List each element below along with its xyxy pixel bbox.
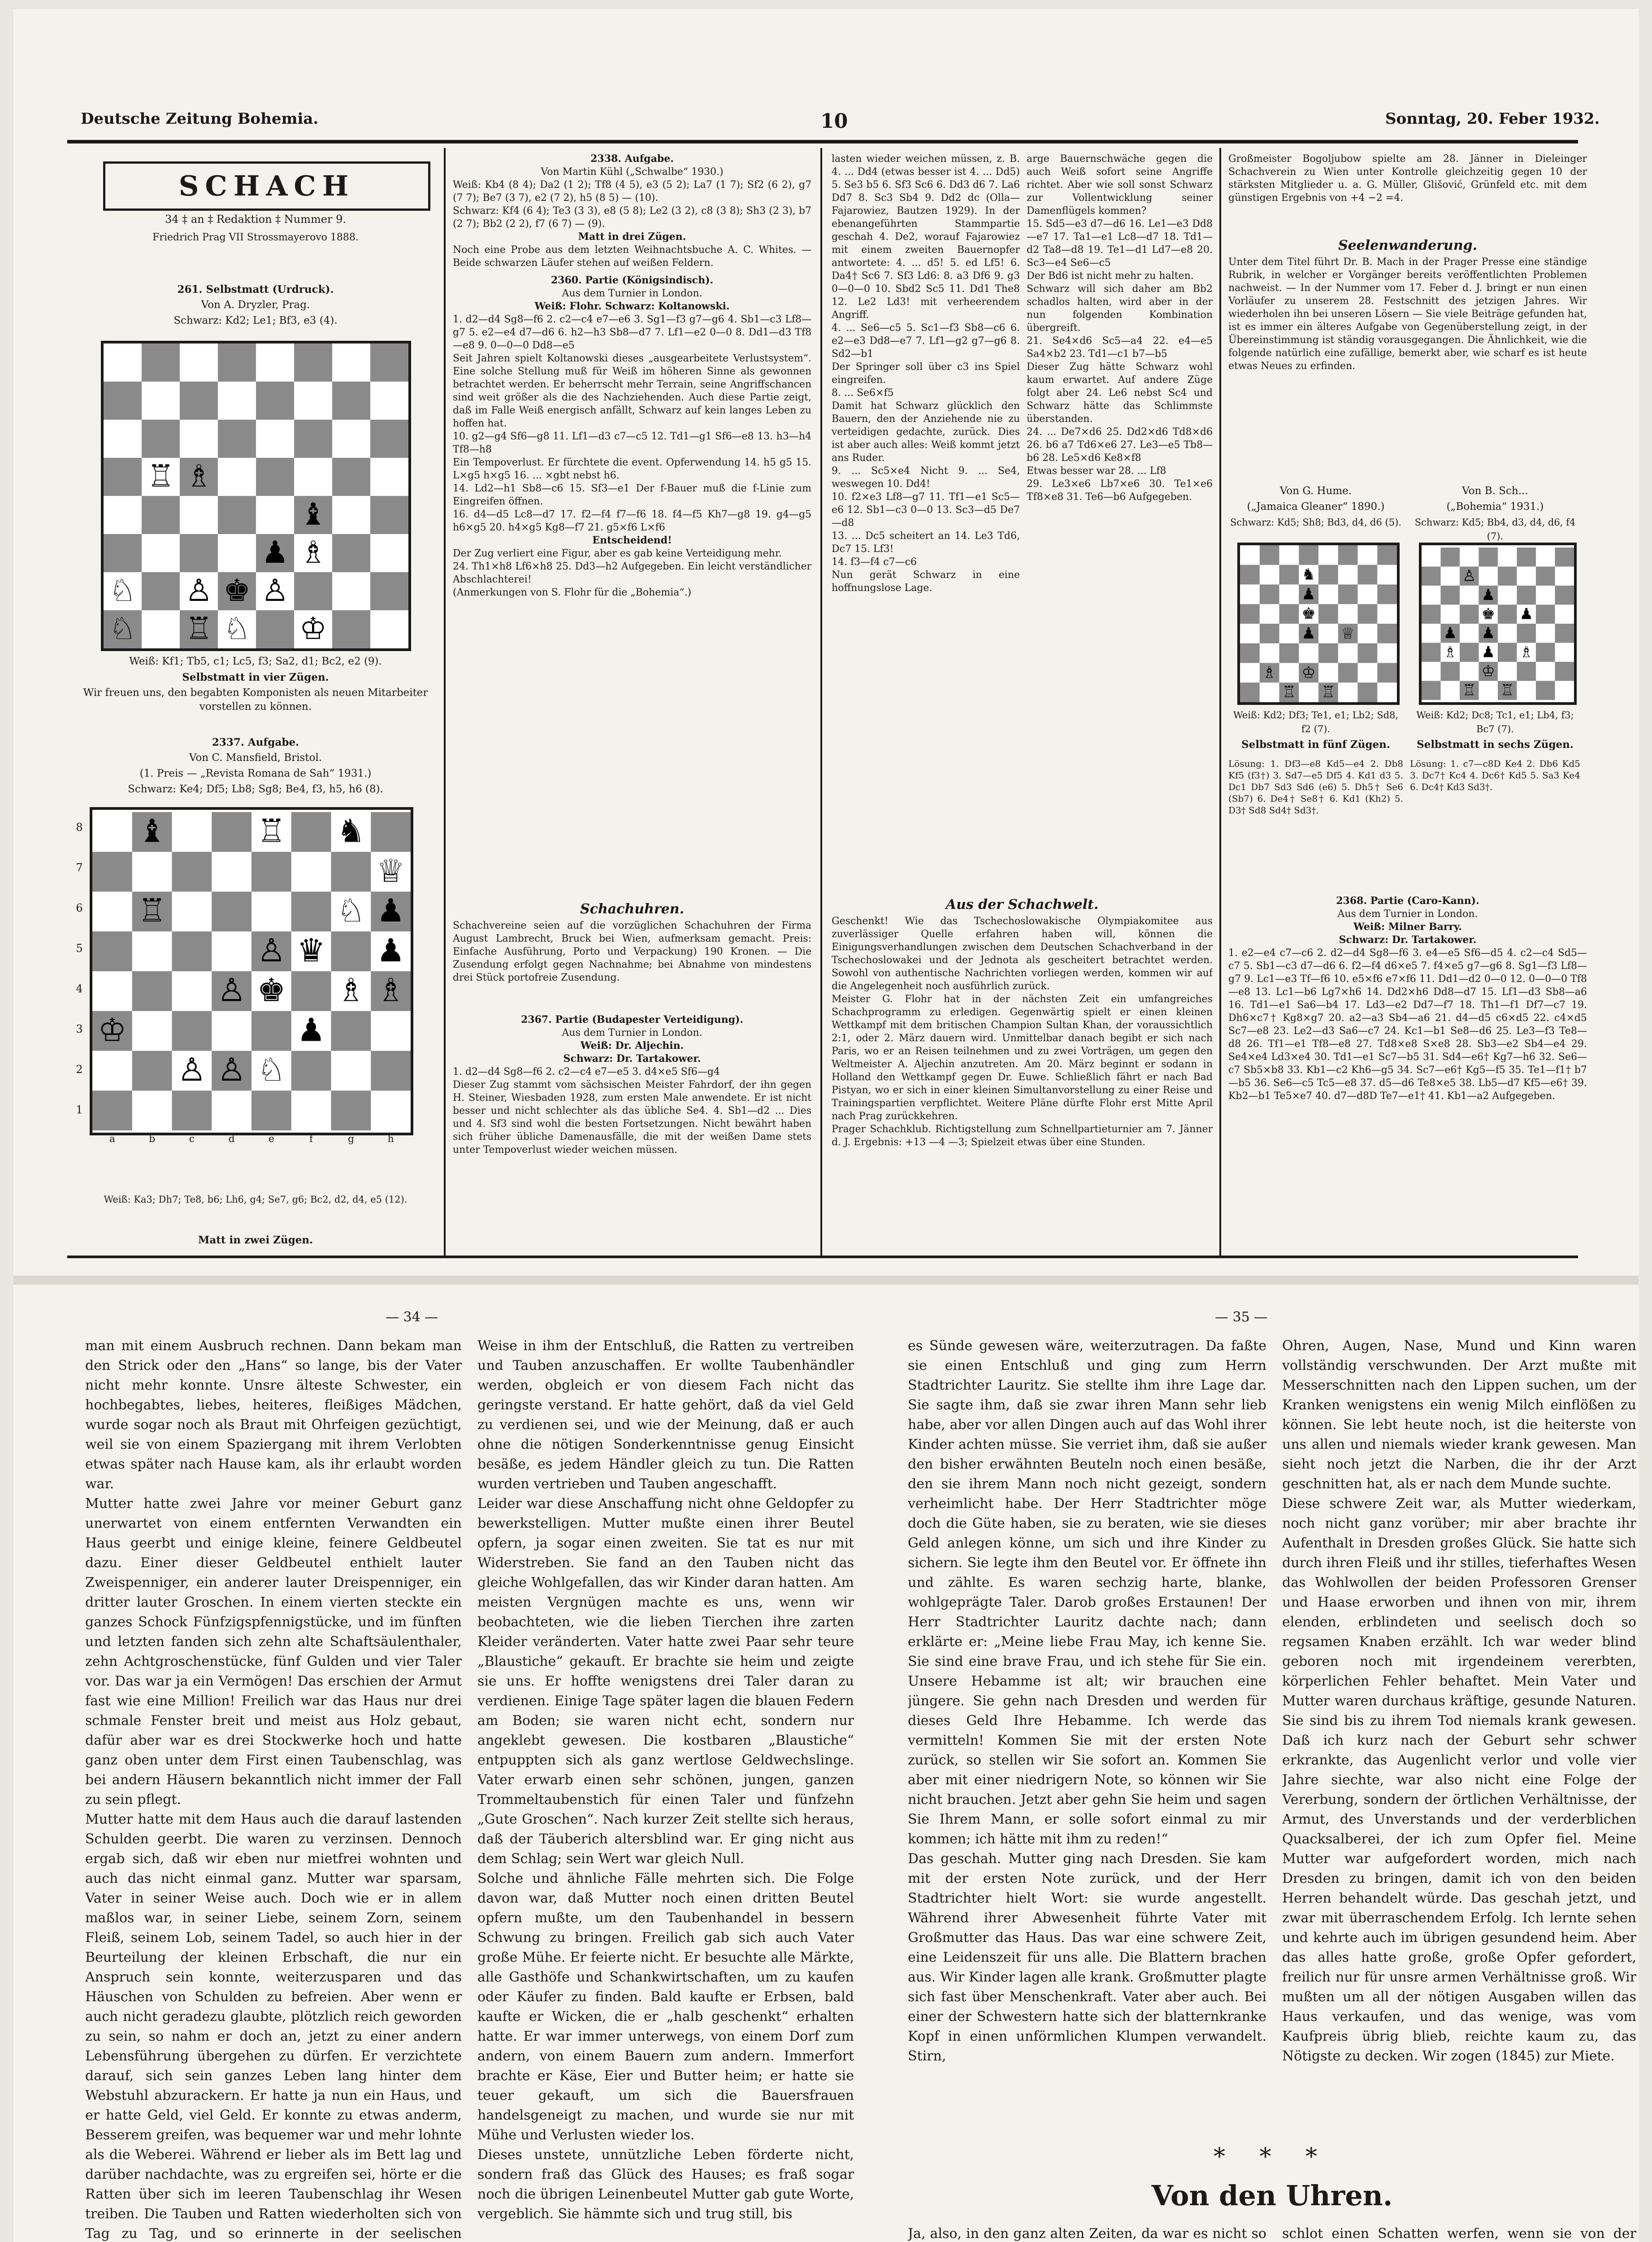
svg-text:♘ (109, 573, 136, 608)
problem-author: Von B. Sch... (1462, 485, 1528, 497)
svg-text:♟ (1301, 625, 1315, 643)
chess-column-3 (832, 152, 1020, 888)
masthead-date: Sonntag, 20. Feber 1932. (1385, 110, 1600, 128)
seelenwanderung-section (1228, 235, 1587, 469)
svg-text:♚ (257, 972, 286, 1009)
svg-text:♔ (1482, 662, 1495, 680)
chess-info-line: 34 ‡ an ‡ Redaktion ‡ Nummer 9. (165, 213, 346, 226)
rank-label: 5 (76, 942, 83, 955)
svg-text:♗ (337, 972, 365, 1009)
svg-text:♗ (299, 535, 327, 570)
file-label: c (189, 1134, 195, 1145)
game-annotation: Etwas besser war 28. ... Lf8 (1027, 465, 1166, 477)
svg-text:♗ (1520, 643, 1533, 661)
game-annotation: Seit Jahren spielt Koltanowski dieses „ausgearbeitete Verlustsystem“. Eine solche Stellung muß für Weiß im höheren Sinne als gewonnen betrachtet werden. Er beherrscht mehr Terrain, seine Angriffschancen sind weit größer als die des Nachziehenden. Auch diese Partie zeigt, daß im Falle Weiß energisch anfällt, Schwarz auf kein langes Leben zu hoffen hat. (453, 353, 811, 429)
page-number: 10 (820, 110, 848, 133)
game-white: Weiß: Milner Barry. (1353, 921, 1462, 933)
section-text: Unter dem Titel führt Dr. B. Mach in der Prager Presse eine ständige Rubrik, in welcher er Vorgänger bereits veröffentlichten Problemen nachweist. — In der Nummer vom 17. Feber d. J. bringt er nun einen Vorläufer zu unserem 28. Festschnitt des jetzigen Jahres. Wir wiederholen ihn bei unseren Lösern — Sie viele Beiträge gefunden hat, ist es immer ein älteres Aufgabe von Gegenüberstellung zeigt, in der Übereinstimmung ist ständig vorausgegangen. Die Ähnlichkeit, wie die folgende natürlich eine zufällige, bemerkt aber, wie scharf es ist heute etwas Neues zu erfinden. (1228, 256, 1587, 372)
section-title: Schachuhren. (580, 901, 685, 917)
story-column-2: Weise in ihm der Entschluß, die Ratten zu vertreiben und Tauben anzuschaffen. Er wollte Taubenhändler werden, obgleich er von diesem Fach nicht das geringste verstand. Er hatte gehört, daß da viel Geld zu verdienen sei, und wie der Meinung, daß er auch ohne die nötigen Sonderkenntnisse genug Einsicht besäße, es jedem Händler gleich zu tun. Die Ratten wurden vertrieben und Tauben angeschafft. Leider war diese Anschaffung nicht ohne Geldopfer zu bewerkstelligen. Mutter mußte einen ihrer Beutel opfern, ja sogar einen zweiten. Sie tat es nur mit Widerstreben. Sie fand an den Tauben nicht das gleiche Wohlgefallen, das wir Kinder daran hatten. Am meisten Vergnügen machte es uns, wenn wir beobachteten, wie die lieben Tierchen ihre zarten Kleider veränderten. Vater hatte zwei Paar sehr teure „Blaustiche“ gekauft. Er brachte sie heim und zeigte sie uns. Er hoffte wenigstens drei Taler daran zu verdienen. Einige Tage später lagen die blauen Federn am Boden; sie waren nicht echt, sondern nur angeklebt gewesen. Die kostbaren „Blaustiche“ entpuppten sich als ganz wertlose Geldwechslinge. Vater erwarb einen sehr schönen, jungen, ganzen Trommeltaubenstich für einen Taler und fünfzehn „Gute Groschen“. Nach kurzer Zeit stellte sich heraus, daß der Täuberich altersblind war. Er ging nicht aus dem Schlag; sein Wert war gleich Null. Solche und ähnliche Fälle mehrten sich. Die Folge davon war, daß Mutter noch einen dritten Beutel opfern mußte, um den Taubenhandel in bessern Schwung zu bringen. Freilich gab sich auch Vater große Mühe. Er feierte nicht. Er besuchte alle Märkte, alle Gasthöfe und Schankwirtschaften, um zu kaufen oder Käufer zu finden. Bald kaufte er Erbsen, bald kaufte er Wicken, die er „halb geschenkt“ erhalten hatte. Er war immer unterwegs, von einem Dorf zum andern, von einem Bauern zum andern. Immerfort brachte er Käse, Eier und Butter heim; er hatte sie teuer gekauft, um sich die Bauersfrauen handelsgeneigt zu machen, und wurde sie nur mit Mühe und Verlusten wieder los. Dieses unstete, unnützliche Leben förderte nicht, sondern fraß das Glück des Hauses; es fraß sogar noch die übrigen Leinenbeutel Mutter gab gute Worte, vergeblich. Sie hämmte sich und trug still, bis (477, 1338, 854, 2222)
problem-author: Von Martin Kühl („Schwalbe“ 1930.) (541, 166, 724, 178)
file-label: b (149, 1134, 156, 1145)
svg-text:♙ (257, 932, 286, 969)
svg-text:♕ (1341, 625, 1355, 643)
column-divider (820, 148, 822, 1256)
problem-white-pieces: Weiß: Kf1; Tb5, c1; Lc5, f3; Sa2, d1; Bc2, e2 (9). (129, 656, 382, 667)
section-paragraph: Meister G. Flohr hat in der nächsten Zeit ein umfangreiches Schachprogramm zu erledigen. Gegenwärtig spielt er einen kleinen Wettkampf mit dem britischen Champion Sultan Khan, der voraussichtlich 2:1, oder 2. März dauern wird. Unmittelbar danach begibt er sich nach Paris, wo er an Reisen teilnehmen und zu zwei Vorträgen, um gegen den Weltmeister A. Aljechin anzutreten. Am 20. März beginnt er sodann in Holland den Wettkampf gegen Dr. Euwe. Schließlich fährt er nach Bad Pistyan, wo er sich in einer kleinen Simultanvorstellung zu einer Reise und Trainingspartien verpflichtet. Weitere Pläne dürfte Flohr erst Mitte April nach Prag zurückkehren. (832, 994, 1213, 1122)
problem-white-pieces: Weiß: Kd2; Df3; Te1, e1; Lb2; Sd8, f2 (7). (1233, 710, 1399, 734)
svg-text:♟ (1482, 643, 1495, 661)
partie-2367 (453, 1013, 811, 1251)
problem-black-pieces: Schwarz: Kd5; Sh8; Bd3, d4, d6 (5). (1230, 517, 1401, 528)
game-annotation: lasten wieder weichen müssen, z. B. 4. ... Dd4 (etwas besser ist 4. ... Dd5) 5. Se3 b5 6. Sf3 Sc6 6. Dd3 d6 7. La6 Dd7 8. Sc3 Sb4 9. Dd2 dc (Olla—Fajarowiez, Bautzen 1929). In der ebenangeführten Stammpartie geschah 4. De2, worauf Fajarowiez mit einem zweiten Bauernopfer antwortete: 4. ... d5! 5. ed Lf5! 6. Da4† Sc6 7. Sf3 Ld6: 8. a3 Df6 9. g3 0—0—0 10. Sbd2 Sc5 11. Dd1 The8 12. Le2 Ld3! mit verheerendem Angriff. (832, 153, 1020, 321)
header-rule (67, 140, 1578, 143)
game-moves: 1. e2—e4 c7—c6 2. d2—d4 Sg8—f6 3. e4—e5 Sf6—d5 4. c2—c4 Sd5—c7 5. Sb1—c3 d7—d6 6. f2—f4 d6×e5 7. f4×e5 g7—g6 8. Sg1—f3 Lf8—g7 9. Lc1—e3 Tf—f6 10. e5×f6 e7×f6 11. Dd1—d2 0—0 12. 0—0—0 Tf8—e8 13. Lc1—b6 Lg7×h6 14. Dd2×h6 Dd8—d7 15. Lf1—d3 Sb8—a6 16. Td1—e1 Sa6—b4 17. Ld3—e2 Dd7—f7 18. Th1—f1 Df7—c7 19. Dh6×c7† Kg8×g7 20. a2—a3 Sb4—a6 21. d4—d5 c6×d5 22. c4×d5 Sc7—e8 23. Le2—d3 Sa6—c7 24. Kc1—b1 Se8—d6 25. Le3—f3 Te8—d8 26. Tf1—e1 Tf8—e8 27. Td8×e8 S×e8 28. Sb3—e2 Sb4—e4 29. Se4×e4 Ld3×e4 30. Td1—e1 Sc7—b5 31. Sd4—e6† Kg7—h6 32. Se6—c7 Sb5×b8 33. Kb1—c2 Kh6—g5 34. Sc7—e6† Kg5—f5 35. Te1—f1† b7—b5 36. Se6—c5 Tc5—e8 37. d5—d6 Te8×e5 38. Lb5—d7 Kf5—e6† 39. Kb2—b1 Te5×e7 40. d7—d8D Te7—e1† 41. Kb1—a2 Aufgegeben. (1228, 947, 1587, 1102)
problem-note: Wir freuen uns, den begabten Komponisten als neuen Mitarbeiter vorstellen zu können. (83, 687, 428, 713)
problem-black-pieces: Schwarz: Ke4; Df5; Lb8; Sg8; Be4, f3, h5, h6 (8). (128, 783, 383, 795)
game-moves: 8. ... Se6×f5 (832, 387, 894, 399)
problem-stipulation: Matt in zwei Zügen. (198, 1234, 313, 1246)
rank-label: 2 (76, 1063, 83, 1076)
game-moves: 10. g2—g4 Sf6—g8 11. Lf1—d3 c7—c5 12. Td1—g1 Sf6—e8 13. h3—h4 Tf8—h8 (453, 431, 811, 455)
game-title: 2367. Partie (Budapester Verteidigung). (520, 1014, 744, 1025)
svg-text:♙ (185, 573, 212, 608)
rank-label: 6 (76, 902, 83, 914)
svg-text:♟ (261, 535, 289, 570)
svg-text:♘ (223, 611, 251, 647)
newspaper-page (13, 9, 1639, 2242)
svg-text:♖ (1500, 681, 1514, 699)
problem-source: („Jamaica Gleaner“ 1890.) (1247, 501, 1385, 513)
game-annotation: Dieser Zug stammt vom sächsischen Meister Fahrdorf, der ihn gegen H. Steiner, Wiesbaden 1928, zum ersten Male anwendete. Er ist nicht besser und nicht schlechter als das übliche Se4. 4. Sb1—d2 ... Dies und 4. Sf3 sind wohl die besten Fortsetzungen. Nicht bewährt haben sich früher übliche Damenausfälle, die mit der weißen Dame stets unter Tempoverlust wieder weichen müssen. (453, 1079, 811, 1156)
game-moves: 9. ... Sc5×e4 Nicht 9. ... Se4, weswegen 10. Dd4! (832, 465, 1020, 490)
problem-note: Noch eine Probe aus dem letzten Weihnachtsbuche A. C. Whites. — Beide schwarzen Läufer stehen auf weißen Feldern. (453, 244, 811, 269)
chess-address-line: Friedrich Prag VII Strossmayerovo 1888. (152, 232, 359, 243)
problem-source: („Bohemia“ 1931.) (1446, 501, 1544, 513)
svg-text:♔ (98, 1011, 127, 1048)
game-annotation: 13. ... Dc5 scheitert an 14. Le3 Td6, Dc7 15. Lf3! (832, 530, 1020, 555)
problem-black-pieces: Schwarz: Kd2; Le1; Bf3, e3 (4). (173, 315, 338, 326)
svg-text:♟ (1301, 585, 1315, 603)
svg-text:♖ (1462, 681, 1476, 699)
svg-text:♙ (178, 1051, 206, 1088)
svg-text:♛ (297, 932, 325, 969)
game-moves: 1. d2—d4 Sg8—f6 2. c2—c4 e7—e6 3. Sg1—f3 g7—g6 4. Sb1—c3 Lf8—g7 5. e2—e4 d7—d6 6. h2—h3 Sb8—d7 7. Lf1—e2 0—0 8. Dd1—d3 Tf8—e8 9. 0—0—0 Dd8—e5 (453, 314, 811, 351)
svg-text:♖ (185, 611, 212, 647)
game-event: Aus dem Turnier in London. (562, 288, 702, 299)
svg-text:♗ (1262, 664, 1276, 682)
svg-text:♗ (1444, 643, 1457, 661)
svg-text:♚ (1482, 605, 1495, 623)
rank-label: 4 (76, 982, 83, 995)
problem-black-pieces: Schwarz: Kf4 (6 4); Te3 (3 3), e8 (5 8); Le2 (3 2), c8 (3 8); Sh3 (2 3), b7 (2 7); Bb2 (2 2), f7 (6 7) — (9). (453, 205, 811, 230)
schach-banner: SCHACH (103, 161, 430, 211)
problem-black-pieces: Schwarz: Kd5; Bb4, d3, d4, d6, f4 (7). (1414, 517, 1576, 542)
rank-label: 1 (76, 1104, 83, 1116)
uhren-title: Von den Uhren. (1151, 2179, 1393, 2212)
rank-label: 3 (76, 1023, 83, 1035)
bogoljubow-note: Großmeister Bogoljubow spielte am 28. Jänner in Dieleinger Schachverein zu Wien unter Kontrolle gleichzeitig gegen 10 der stärksten Mitglieder u. a. G. Müller, Glišović, Grünfeld etc. mit dem günstigen Ergebnis von +4 −2 =4. (1228, 153, 1587, 204)
chess-board-2337 (90, 807, 413, 1135)
uhren-column-2: schlot einen Schatten werfen, wenn sie von der (1282, 2226, 1636, 2242)
game-annotation: Nun gerät Schwarz in eine hoffnungslose Lage. (832, 569, 1020, 594)
problem-prize: (1. Preis — „Revista Romana de Sah“ 1931.) (139, 768, 372, 779)
svg-text:♟ (377, 892, 405, 929)
game-moves: 24. ... De7×d6 25. Dd2×d6 Td8×d6 26. b6 a7 Td6×e6 27. Le3—e5 Tb8—b6 28. Le5×d6 Ke8×f8 (1027, 426, 1213, 464)
rank-label: 8 (76, 821, 83, 834)
column-divider (444, 148, 446, 1256)
svg-text:♖ (138, 892, 166, 929)
game-players: Weiß: Flohr. Schwarz: Koltanowski. (534, 300, 730, 312)
svg-text:♔ (1301, 664, 1315, 682)
game-moves: 10. f2×e3 Lf8—g7 11. Tf1—e1 Sc5—e6 12. Sb1—c3 0—0 13. Sc3—d5 De7—d8 (832, 491, 1020, 529)
problem-author: Von C. Mansfield, Bristol. (189, 752, 322, 764)
section-title: Seelenwanderung. (1338, 238, 1478, 253)
problem-stipulation: Selbstmatt in sechs Zügen. (1417, 739, 1574, 751)
partie-2368 (1228, 895, 1587, 1253)
game-title: 2360. Partie (Königsindisch). (551, 274, 714, 286)
game-annotation: (Anmerkungen von S. Flohr für die „Bohemia“.) (453, 587, 692, 598)
game-annotation: Entscheidend! (592, 534, 672, 546)
file-label: a (109, 1134, 115, 1145)
chess-column-4 (1027, 152, 1213, 888)
board-grid (1422, 545, 1574, 702)
game-annotation: Ein Tempoverlust. Er fürchtete die event. Opferwendung 14. h5 g5 15. L×g5 h×g5 16. ... ×gbt nebst h6. (453, 457, 811, 481)
game-white: Weiß: Dr. Aljechin. (580, 1040, 684, 1051)
game-moves: 1. d2—d4 Sg8—f6 2. c2—c4 e7—e5 3. d4×e5 Sf6—g4 (453, 1066, 720, 1078)
section-stars: * * * (1213, 2143, 1331, 2170)
fold-line (13, 1276, 1639, 1285)
file-label: f (309, 1134, 313, 1145)
svg-text:♔ (299, 611, 327, 647)
chess-column-2 (453, 152, 811, 883)
board-grid (104, 343, 408, 648)
svg-text:♟ (297, 1011, 325, 1048)
svg-text:♝ (299, 497, 327, 532)
game-black: Schwarz: Dr. Tartakower. (1339, 934, 1477, 946)
page-number-right: — 35 — (1215, 1309, 1268, 1325)
file-label: g (347, 1134, 354, 1145)
game-moves: 14. f3—f4 c7—c6 (832, 556, 917, 568)
problem-solution: Lösung: 1. Df3—e8 Kd5—e4 2. Db8 Kf5 (f3†) 3. Sd7—e5 Df5 4. Kd1 d3 5. Dc1 Db7 Sd3 Sd6 (e6) 5. Dh5† Se6 (Sb7) 6. De4† Se8† 6. Kd1 (Kh2) 5. D3† Sd8 Sd4† Sd3†. (1228, 758, 1403, 816)
section-paragraph: Prager Schachklub. Richtigstellung zum Schnellpartieturnier am 7. Jänner d. J. Ergebnis: +13 —4 —3; Spielzeit etwas über eine Stunden. (832, 1124, 1213, 1148)
svg-text:♖ (1282, 683, 1296, 701)
game-event: Aus dem Turnier in London. (1337, 908, 1478, 920)
section-text: Schachvereine seien auf die vorzüglichen Schachuhren der Firma August Lambrecht, Bruck bei Wien, aufmerksam gemacht. Preis: Einfache Ausführung, Porto und Verpackung) 190 Kronen. — Die Zusendung erfolgt gegen Nachnahme; bei Abnahme von mindestens drei Stück portofreie Zusendung. (453, 920, 811, 983)
svg-text:♙ (217, 1051, 246, 1088)
svg-text:♘ (337, 892, 365, 929)
svg-text:♖ (1321, 683, 1335, 701)
game-annotation: Der Zug verliert eine Figur, aber es gab keine Verteidigung mehr. (453, 548, 782, 559)
svg-text:♙ (1462, 567, 1476, 585)
game-event: Aus dem Turnier in London. (562, 1027, 702, 1038)
file-label: h (387, 1134, 394, 1145)
problem-title: 2337. Aufgabe. (212, 736, 299, 748)
svg-text:♟ (1482, 586, 1495, 604)
svg-text:♟ (377, 932, 405, 969)
svg-text:♞ (337, 813, 365, 850)
problem-white-pieces: Weiß: Kb4 (8 4); Da2 (1 2); Tf8 (4 5), e3 (5 2); La7 (1 7); Sf2 (6 2), g7 (7 7); Be7 (3 7), e2 (7 2), h5 (8 5) — (10). (453, 179, 811, 204)
chess-board-hume (1237, 543, 1400, 705)
svg-text:♟ (1482, 624, 1495, 642)
game-black: Schwarz: Dr. Tartakower. (563, 1053, 701, 1065)
bottom-rule (67, 1256, 1578, 1258)
problem-white-pieces: Weiß: Ka3; Dh7; Te8, b6; Lh6, g4; Se7, g6; Bc2, d2, d4, e5 (12). (104, 1194, 408, 1205)
section-title: Aus der Schachwelt. (945, 897, 1099, 912)
svg-text:♟ (1520, 605, 1533, 623)
story-column-4: Ohren, Augen, Nase, Mund und Kinn waren vollständig verschwunden. Der Arzt mußte mit Messerschnitten nach den Lippen suchen, um der Kranken wenigstens ein wenig Milch einflößen zu können. Sie lebt heute noch, ist die heiterste von uns allen und niemals wieder krank gewesen. Man sieht noch jetzt die Narben, die ihr der Arzt geschnitten hat, als er nach dem Munde suchte. Diese schwere Zeit war, als Mutter wiederkam, noch nicht ganz vorüber; mir aber brachte ihr Aufenthalt in Dresden großes Glück. Sie hatte sich durch ihren Fleiß und ihr stilles, tieferhaftes Wesen das Wohlwollen der beiden Professoren Grenser und Haase erworben und ihnen von mir, ihrem elenden, erblindeten und seelisch doch so regsamen Knaben erzählt. Ich war weder blind geboren noch mit irgendeinem vererbten, körperlichen Fehler behaftet. Mein Vater und Mutter waren durchaus kräftige, gesunde Naturen. Sie sind bis zu ihrem Tod niemals krank gewesen. Daß ich kurz nach der Geburt sehr schwer erkrankte, das Augenlicht verlor und volle vier Jahre siechte, war also nicht eine Folge der Vererbung, sondern der örtlichen Verhältnisse, der Armut, des Unverstands und der verderblichen Quacksalberei, der ich zum Opfer fiel. Meine Mutter war aufgefordert worden, mich nach Dresden zu bringen, damit ich von den beiden Herren behandelt würde. Das geschah jetzt, und zwar mit überraschendem Erfolg. Ich lernte sehen und kehrte auch im übrigen gesundend heim. Aber das alles hatte große, große Opfer gefordert, freilich nur für unsre armen Verhältnisse groß. Wir mußten um all der nötigen Ausgaben willen das Haus verkaufen, und das wenige, was vom Kaufpreis übrig blieb, reichte kaum zu, das Nötigste zu decken. Wir zogen (1845) zur Miete. (1282, 1338, 1636, 2064)
page-number-left: — 34 — (386, 1309, 438, 1325)
game-moves: 16. d4—d5 Lc8—d7 17. f2—f4 f7—f6 18. f4—f5 Kh7—g8 19. g4—g5 h6×g5 20. h4×g5 Kg8—f7 21. g5×f6 L×f6 (453, 509, 811, 533)
svg-text:♟ (1444, 624, 1457, 642)
problem-solution: Lösung: 1. c7—c8D Ke4 2. Db6 Kd5 3. Dc7† Kc4 4. Dc6† Kd5 5. Sa3 Ke4 6. Dc4† Kd3 Sd3†. (1410, 758, 1580, 792)
svg-text:♙ (261, 573, 289, 608)
svg-text:♚ (1301, 605, 1315, 623)
problem-white-pieces: Weiß: Kd2; Dc8; Tc1, e1; Lb4, f3; Bc7 (7). (1416, 710, 1574, 734)
problem-author: Von A. Dryzler, Prag. (201, 299, 310, 311)
svg-text:♖ (257, 813, 286, 850)
uhren-column-1: Ja, also, in den ganz alten Zeiten, da war es nicht so (908, 2226, 1266, 2242)
svg-text:♞ (1301, 566, 1315, 584)
problem-stipulation: Selbstmatt in fünf Zügen. (1241, 739, 1390, 751)
problem-title: 2338. Aufgabe. (590, 153, 674, 165)
svg-text:♘ (109, 611, 136, 647)
game-annotation: Dieser Zug hätte Schwarz wohl kaum erwartet. Auf andere Züge folgt aber 24. Le6 nebst Sc4 und Schwarz hätte das Schlimmste überstanden. (1027, 361, 1213, 425)
file-labels (92, 1134, 411, 1147)
svg-text:♗ (377, 972, 405, 1009)
svg-text:♝ (138, 813, 166, 850)
chess-board-261 (101, 341, 411, 651)
file-label: e (268, 1134, 274, 1145)
section-paragraph: Geschenkt! Wie das Tschechoslowakische Olympiakomitee aus zuverlässiger Quelle erfahren haben will, können die Einigungsverhandlungen zwischen dem Deutschen Schachverband in der Tschechoslowakei und der Jednota als gescheitert betrachtet werden. Sowohl von authentische Nachrichten vorliegen werden, kommen wir auf die Angelegenheit noch ausführlich zurück. (832, 916, 1213, 992)
problem-author: Von G. Hume. (1279, 485, 1352, 497)
game-moves: 21. Se4×d6 Sc5—a4 22. e4—e5 Sa4×b2 23. Td1—c1 b7—b5 (1027, 335, 1213, 360)
game-moves: 24. Th1×h8 Lf6×h8 25. Dd3—h2 Aufgegeben. Ein leicht verständlicher Abschlachterei! (453, 561, 811, 585)
game-annotation: arge Bauernschwäche gegen die auch Weiß sofort seine Angriffe richtet. Aber wie soll sonst Schwarz zur Vollentwicklung seiner Damenflügels kommen? (1027, 153, 1213, 217)
file-label: d (228, 1134, 235, 1145)
column-divider (1219, 148, 1221, 1256)
game-annotation: Damit hat Schwarz glücklich den Bauern, den der Anziehende nie zu verteidigen gedachte, zurück. Dies ist aber auch alles: Weiß kommt jetzt ans Ruder. (832, 400, 1020, 464)
problem-stipulation: Selbstmatt in vier Zügen. (182, 671, 329, 683)
problem-stipulation: Matt in drei Zügen. (578, 231, 686, 243)
game-annotation: Der Bd6 ist nicht mehr zu halten. (1027, 270, 1194, 282)
aus-der-schachwelt (832, 895, 1213, 1253)
game-moves: 15. Sd5—e3 d7—d6 16. Le1—e3 Dd8—e7 17. Ta1—e1 Lc8—d7 18. Td1—d2 Ta8—d8 19. Te1—d1 Ld7—e8 20. Sc3—e4 Se6—c5 (1027, 218, 1213, 269)
schachuhren-section (453, 899, 811, 1007)
rank-label: 7 (76, 861, 83, 874)
game-moves: 4. ... Se6—c5 5. Sc1—f3 Sb8—c6 6. e2—e3 Dd8—e7 7. Lf1—g2 g7—g6 8. Sd2—b1 (832, 322, 1020, 360)
masthead-left: Deutsche Zeitung Bohemia. (81, 110, 319, 128)
board-grid (1240, 545, 1397, 702)
svg-text:♚ (223, 573, 251, 608)
game-title: 2368. Partie (Caro-Kann). (1336, 895, 1479, 907)
chess-board-bohemia (1419, 543, 1577, 705)
story-column-3: es Sünde gewesen wäre, weiterzutragen. Da faßte sie einen Entschluß und ging zum Herrn Stadtrichter Lauritz. Sie stellte ihm ihre Lage dar. Sie sagte ihm, daß sie zwar ihren Mann sehr lieb habe, aber vor allen Dingen auch auf das Wohl ihrer Kinder achten müsse. Sie verriet ihm, daß sie außer den bisher erwähnten Beuteln noch einen besäße, den sie ihrem Mann noch nicht gezeigt, sondern verheimlicht habe. Der Herr Stadtrichter möge doch die Güte haben, sie zu beraten, wie sie dieses Geld anlegen könne, um sich und ihre Kinder zu sichern. Sie legte ihm den Beutel vor. Er öffnete ihn und zählte. Es waren sechzig harte, blanke, wohlgeprägte Taler. Darob großes Erstaunen! Der Herr Stadtrichter Lauritz dachte nach; dann erklärte er: „Meine liebe Frau May, ich kenne Sie. Sie sind eine brave Frau, und ich stehe für Sie ein. Unsere Hebamme ist alt; wir brauchen eine jüngere. Sie gehn nach Dresden und werden für dieses Geld Ihre Hebamme. Ich werde das vermitteln! Kommen Sie mit der ersten Note zurück, so stellen wir Sie sofort an. Kommen Sie aber mit einer niedrigern Note, so können wir Sie nicht brauchen. Jetzt aber gehn Sie heim und sagen Sie Ihrem Mann, er solle sofort einmal zu mir kommen; ich hätte mit ihm zu reden!“ Das geschah. Mutter ging nach Dresden. Sie kam mit der ersten Note zurück, und der Herr Stadtrichter hielt Wort: sie wurde angestellt. Während ihrer Abwesenheit führte Vater mit Großmutter das Haus. Das war eine schwere Zeit, eine Leidenszeit für uns alle. Die Blattern brachen aus. Wir Kinder lagen alle krank. Großmutter plagte sich fast über Menschenkraft. Vater aber auch. Bei einer der Schwestern hatte sich der blatternkranke Kopf in einen unförmlichen Klumpen verwandelt. Stirn, (908, 1338, 1266, 2064)
svg-text:♖ (147, 459, 174, 494)
board-grid (92, 810, 411, 1133)
svg-text:♘ (257, 1051, 286, 1088)
story-column-1: man mit einem Ausbruch rechnen. Dann bekam man den Strick oder den „Hans“ so lange, bis der Vater nicht mehr konnte. Unsre älteste Schwester, ein hochbegabtes, liebes, heiteres, fleißiges Mädchen, wurde sogar noch als Braut mit Ohrfeigen gezüchtigt, weil sie von einem Spaziergang mit ihrem Verlobten etwas später nach Hause kam, als ihr erlaubt worden war. Mutter hatte zwei Jahre vor meiner Geburt ganz unerwartet von einem entfernten Verwandten ein Haus geerbt und einige kleine, feinere Geldbeutel dazu. Einer dieser Geldbeutel enthielt lauter Zweispenniger, ein anderer lauter Dreispenniger, ein dritter lauter Groschen. In einem vierten steckte ein ganzes Schock Fünfzigspfennigstücke, und im fünften und letzten fanden sich zehn alte Schaftsäulenthaler, zehn Achtgroschenstücke, fünf Gulden und vier Taler vor. Das war ja ein Vermögen! Das erschien der Armut fast wie eine Million! Freilich war das Haus nur drei schmale Fenster breit und meist aus Holz gebaut, dafür aber war es drei Stockwerke hoch und hatte ganz oben unter dem First einen Taubenschlag, was bei andern Häusern bekanntlich nicht immer der Fall zu sein pflegt. Mutter hatte mit dem Haus auch die darauf lastenden Schulden geerbt. Die waren zu verzinsen. Dennoch ergab sich, daß wir eben nur mietfrei wohnten und auch das nicht einmal ganz. Mutter war sparsam, Vater in seiner Weise auch. Doch wie er in allem maßlos war, in seiner Liebe, seinem Zorn, seinem Fleiß, seinem Lob, seinem Tadel, so auch hier in der Beurteilung der kleinen Erbschaft, die nur ein Anspruch sein konnte, weiterzusparen und das Häuschen von Schulden zu befreien. Aber wenn er auch nicht geradezu glaubte, plötzlich reich geworden zu sein, so nahm er doch an, jetzt zu einer andern Lebensführung übergehen zu dürfen. Er verzichtete darauf, sich sein ganzes Leben lang hinter dem Webstuhl abzurackern. Er hatte ja nun ein Haus, und er hatte Geld, viel Geld. Er konnte zu etwas anderm, Besserem greifen, was bequemer war und mehr lohnte als die Weberei. Während er lieber als im Bett lag und darüber nachdachte, was zu ergreifen sei, hörte er die Ratten über sich im leeren Taubenschlag ihr Wesen treiben. Die Tauben und Ratten wiederholten sich von Tag zu Tag, und so erinnerte in der seelischen (85, 1338, 462, 2242)
svg-text:♕ (377, 852, 405, 889)
game-moves: 29. Le3×e6 Lb7×e6 30. Te1×e6 Tf8×e8 31. Te6—b6 Aufgegeben. (1027, 478, 1213, 503)
problem-title: 261. Selbstmatt (Urdruck). (177, 283, 334, 295)
game-annotation: Schwarz will sich daher am Bb2 schadlos halten, wird aber in der nun folgenden Kombination übergreift. (1027, 283, 1213, 334)
svg-text:♗ (185, 459, 212, 494)
game-moves: 14. Ld2—h1 Sb8—c6 15. Sf3—e1 Der f-Bauer muß die f-Linie zum Eingreifen öffnen. (453, 483, 811, 507)
svg-text:♙ (217, 972, 246, 1009)
game-annotation: Der Springer soll über c3 ins Spiel eingreifen. (832, 361, 1020, 386)
rank-labels (72, 807, 87, 1130)
